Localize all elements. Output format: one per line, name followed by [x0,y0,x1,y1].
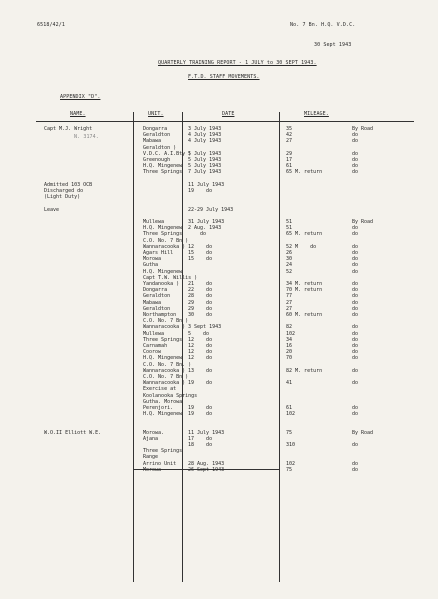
header-rule [36,121,414,122]
row-date: 4 July 1943 [188,132,222,139]
table-row [0,151,438,157]
row-unit: C.O. No. 7 Bn ) [143,318,189,325]
table-row [0,343,438,349]
table-row [0,368,438,374]
row-mileage: 29 [286,150,293,157]
row-mileage: 51 [286,225,293,232]
table-row [0,269,438,275]
column-header-date: DATE [222,111,235,117]
row-mode: do [352,355,359,362]
row-mode: do [352,343,359,349]
table-row [0,411,438,417]
table-row [0,349,438,355]
row-mode: do [352,138,359,145]
table-row [0,225,438,231]
row-date: 31 July 1943 [188,219,225,225]
row-unit: Three Springs [143,231,183,238]
table-row [0,262,438,268]
row-date: 19 do [188,380,213,387]
table-row [0,287,438,293]
table-row [0,163,438,169]
row-date: 29 do [188,299,213,306]
table-row [0,324,438,330]
row-mode: do [352,367,359,374]
row-unit: Geraldton [143,132,171,139]
row-unit: Carnamah [143,343,168,349]
row-date: 13 do [188,367,213,374]
row-unit: Mullewa [143,330,165,337]
row-date: 5 do [188,330,210,337]
table-row [0,176,438,182]
row-date: 7 July 1943 [188,169,222,176]
row-mode: do [352,411,359,418]
row-mileage: 24 [286,262,293,269]
row-mileage: 35 [286,126,293,132]
row-mileage: 26 [286,250,293,256]
row-date: 5 July 1943 [188,157,222,163]
row-unit: Agars Hill [143,250,174,256]
row-mode: do [352,163,359,170]
row-mileage: 61 [286,163,293,170]
row-name: W.O.II Elliott W.E. [44,429,102,436]
row-unit: V.D.C. A.I.Bty ) [143,150,192,157]
report-date: 30 Sept 1943 [314,42,352,48]
table-row [0,145,438,151]
row-mode: do [352,250,359,256]
table-row [0,461,438,467]
row-mileage: 30 [286,256,293,263]
row-unit: Coorow [143,349,162,356]
row-mileage: 70 [286,355,293,362]
row-unit: Mabawa [143,299,162,306]
row-date: 22-29 July 1943 [188,206,234,213]
row-mode: do [352,293,359,300]
row-mileage: 65 M. return [286,169,323,176]
column-header-unit: UNIT. [148,111,164,117]
row-mode: do [352,268,359,275]
row-mode: do [352,466,359,473]
table-row [0,430,438,436]
table-row [0,256,438,262]
row-mode: do [352,305,359,312]
row-unit: Koolanooka Springs [143,392,198,399]
report-title: QUARTERLY TRAINING REPORT - 1 JULY to 30 SEPT 1943. [158,60,317,66]
row-mileage: 51 [286,219,293,225]
row-mode: do [352,150,359,157]
row-mode: do [352,225,359,232]
table-row [0,448,438,454]
row-date: 19 do [188,188,213,194]
table-row [0,386,438,392]
row-mode: do [352,287,359,294]
row-unit: H.Q. Mingenew [143,225,183,232]
table-row [0,281,438,287]
table-row [0,300,438,306]
row-mileage: 102 [286,411,296,418]
row-unit: Morowa [143,256,162,263]
row-unit: Three Springs [143,448,183,455]
table-row [0,126,438,132]
row-mileage: 82 M. return [286,367,323,374]
margin-annotation: N. 3174. [74,134,99,140]
row-date: 28 Aug. 1943 [188,460,225,467]
row-mileage: 82 [286,324,293,331]
row-unit: Geraldton [143,293,171,300]
table-row [0,442,438,448]
table-row [0,244,438,250]
table-row [0,169,438,175]
row-date: 26 Sept 1943 [188,466,225,473]
row-mode: By Road [352,219,374,225]
row-name: Leave [44,206,60,213]
table-row [0,399,438,405]
row-unit: Yandanooka ) [143,281,180,287]
row-date: 28 do [188,293,213,300]
table-row [0,374,438,380]
row-date: 22 do [188,287,213,294]
row-mileage: 52 [286,268,293,275]
row-mode: By Road [352,429,374,436]
row-mode: do [352,460,359,467]
row-mileage: 42 [286,132,293,139]
row-date: 30 do [188,312,213,318]
table-row [0,182,438,188]
row-date: 21 do [188,281,213,287]
row-unit: H.Q. Mingenew [143,411,183,418]
table-row [0,238,438,244]
table-row [0,318,438,324]
row-mileage: 70 M. return [286,287,323,294]
table-row [0,213,438,219]
table-row [0,417,438,423]
row-unit: H.Q. Mingenew [143,355,183,362]
table-row [0,194,438,200]
row-unit: Gutha [143,262,159,269]
row-mileage: 65 M. return [286,231,323,238]
row-date: 19 do [188,411,213,418]
table-row [0,331,438,337]
table-row [0,306,438,312]
file-reference: 6518/42/1 [37,22,65,28]
row-date: 12 do [188,343,213,349]
row-mode: do [352,262,359,269]
row-date: 3 July 1943 [188,126,222,132]
table-row [0,138,438,144]
row-date: 15 do [188,256,213,263]
row-date: 12 do [188,355,213,362]
row-unit: Arrino Unit [143,460,177,467]
table-row [0,405,438,411]
row-mode: do [352,324,359,331]
row-unit: Range [143,454,159,461]
row-mode: do [352,312,359,318]
table-row [0,380,438,386]
row-date: 11 July 1943 [188,181,225,188]
row-unit: Three Springs [143,336,183,343]
row-mileage: 102 [286,460,296,467]
column-header-mileage: MILEAGE. [304,111,329,117]
row-unit: Gutha. Morowa [143,398,183,405]
row-mileage: 20 [286,349,293,356]
row-mode: do [352,231,359,238]
row-mileage: 17 [286,157,293,163]
table-row [0,200,438,206]
row-mode: do [352,405,359,411]
row-unit: Mullewa [143,219,165,225]
row-unit: Three Springs [143,169,183,176]
row-mode: do [352,349,359,356]
row-unit: C.O. No. 7 Bn ) [143,237,189,244]
table-row [0,362,438,368]
table-row [0,219,438,225]
row-unit: Dongarra [143,287,168,294]
appendix-label: APPENDIX "D". [60,94,101,100]
table-row [0,393,438,399]
table-row [0,275,438,281]
table-row [0,207,438,213]
row-unit: Geraldton ) [143,144,177,151]
row-mileage: 16 [286,343,293,349]
row-unit: Wannaracooka ) [143,243,186,250]
table-row [0,231,438,237]
row-unit: Wannaracooka ) [143,367,186,374]
row-mode: do [352,256,359,263]
row-unit: Perenjori. [143,405,174,411]
table-row [0,250,438,256]
table-row [0,293,438,299]
row-unit: Capt T.W. Willis ) [143,274,198,281]
row-unit: Ajana [143,435,159,442]
row-mileage: 77 [286,293,293,300]
row-mileage: 52 M do [286,243,317,250]
row-unit: Greenough [143,157,171,163]
row-unit: Dongarra [143,126,168,132]
row-date: 19 do [188,405,213,411]
table-row [0,337,438,343]
row-mileage: 310 [286,442,296,448]
row-date: 17 do [188,435,213,442]
row-unit: Morowa. [143,429,165,436]
table-row [0,355,438,361]
row-date: 12 do [188,336,213,343]
row-date: 15 do [188,250,213,256]
row-date: 29 do [188,305,213,312]
row-mode: do [352,243,359,250]
report-subtitle: F.T.D. STAFF MOVEMENTS. [188,74,260,80]
table-row [0,454,438,460]
row-date: 12 do [188,243,213,250]
row-date: 4 July 1943 [188,138,222,145]
row-mode: do [352,157,359,163]
row-date: 2 Aug. 1943 [188,225,222,232]
row-date: 3 Sept 1943 [188,324,222,331]
row-unit: Wannaracooka ) [143,380,186,387]
row-mode: do [352,281,359,287]
table-row [0,312,438,318]
row-unit: Morowa [143,466,162,473]
row-mileage: 34 [286,336,293,343]
row-unit: C.O. No. 7 Bn. ) [143,361,192,368]
row-unit: H.Q. Mingenew [143,268,183,275]
row-mode: do [352,336,359,343]
row-mode: do [352,299,359,306]
row-name: Capt M.J. Wright [44,126,93,132]
table-row [0,132,438,138]
row-date: 12 do [188,349,213,356]
row-unit: Northampton [143,312,177,318]
row-unit: Geraldton [143,305,171,312]
row-name: Discharged do [44,188,84,194]
table-row [0,188,438,194]
row-date: 18 do [188,442,213,448]
table-row [0,436,438,442]
row-mode: do [352,330,359,337]
row-mode: do [352,132,359,139]
row-date: do [188,231,207,238]
row-mileage: 27 [286,305,293,312]
row-mileage: 102 [286,330,296,337]
row-name: (Light Duty) [44,194,81,201]
row-mileage: 61 [286,405,293,411]
row-date: 11 July 1943 [188,429,225,436]
table-row [0,157,438,163]
row-mileage: 34 M. return [286,281,323,287]
row-unit: Mabawa [143,138,162,145]
row-mode: do [352,380,359,387]
row-mode: do [352,442,359,448]
row-unit: Wannaracooka ) [143,324,186,331]
row-unit: Exercise at [143,386,177,393]
row-mileage: 60 M. return [286,312,323,318]
row-name: Admitted 103 OCB [44,181,93,188]
row-date: 5 July 1943 [188,150,222,157]
row-mileage: 75 [286,429,293,436]
row-mileage: 27 [286,299,293,306]
table-row [0,467,438,473]
row-mode: do [352,169,359,176]
battalion-reference: No. 7 Bn. H.Q. V.D.C. [290,22,356,28]
row-unit: H.Q. Mingenew [143,163,183,170]
column-header-name: NAME. [70,111,86,117]
row-mileage: 75 [286,466,293,473]
row-date: 5 July 1943 [188,163,222,170]
row-mode: By Road [352,126,374,132]
row-mileage: 27 [286,138,293,145]
row-mileage: 41 [286,380,293,387]
row-unit: C.O. No. 7 Bn ) [143,374,189,380]
